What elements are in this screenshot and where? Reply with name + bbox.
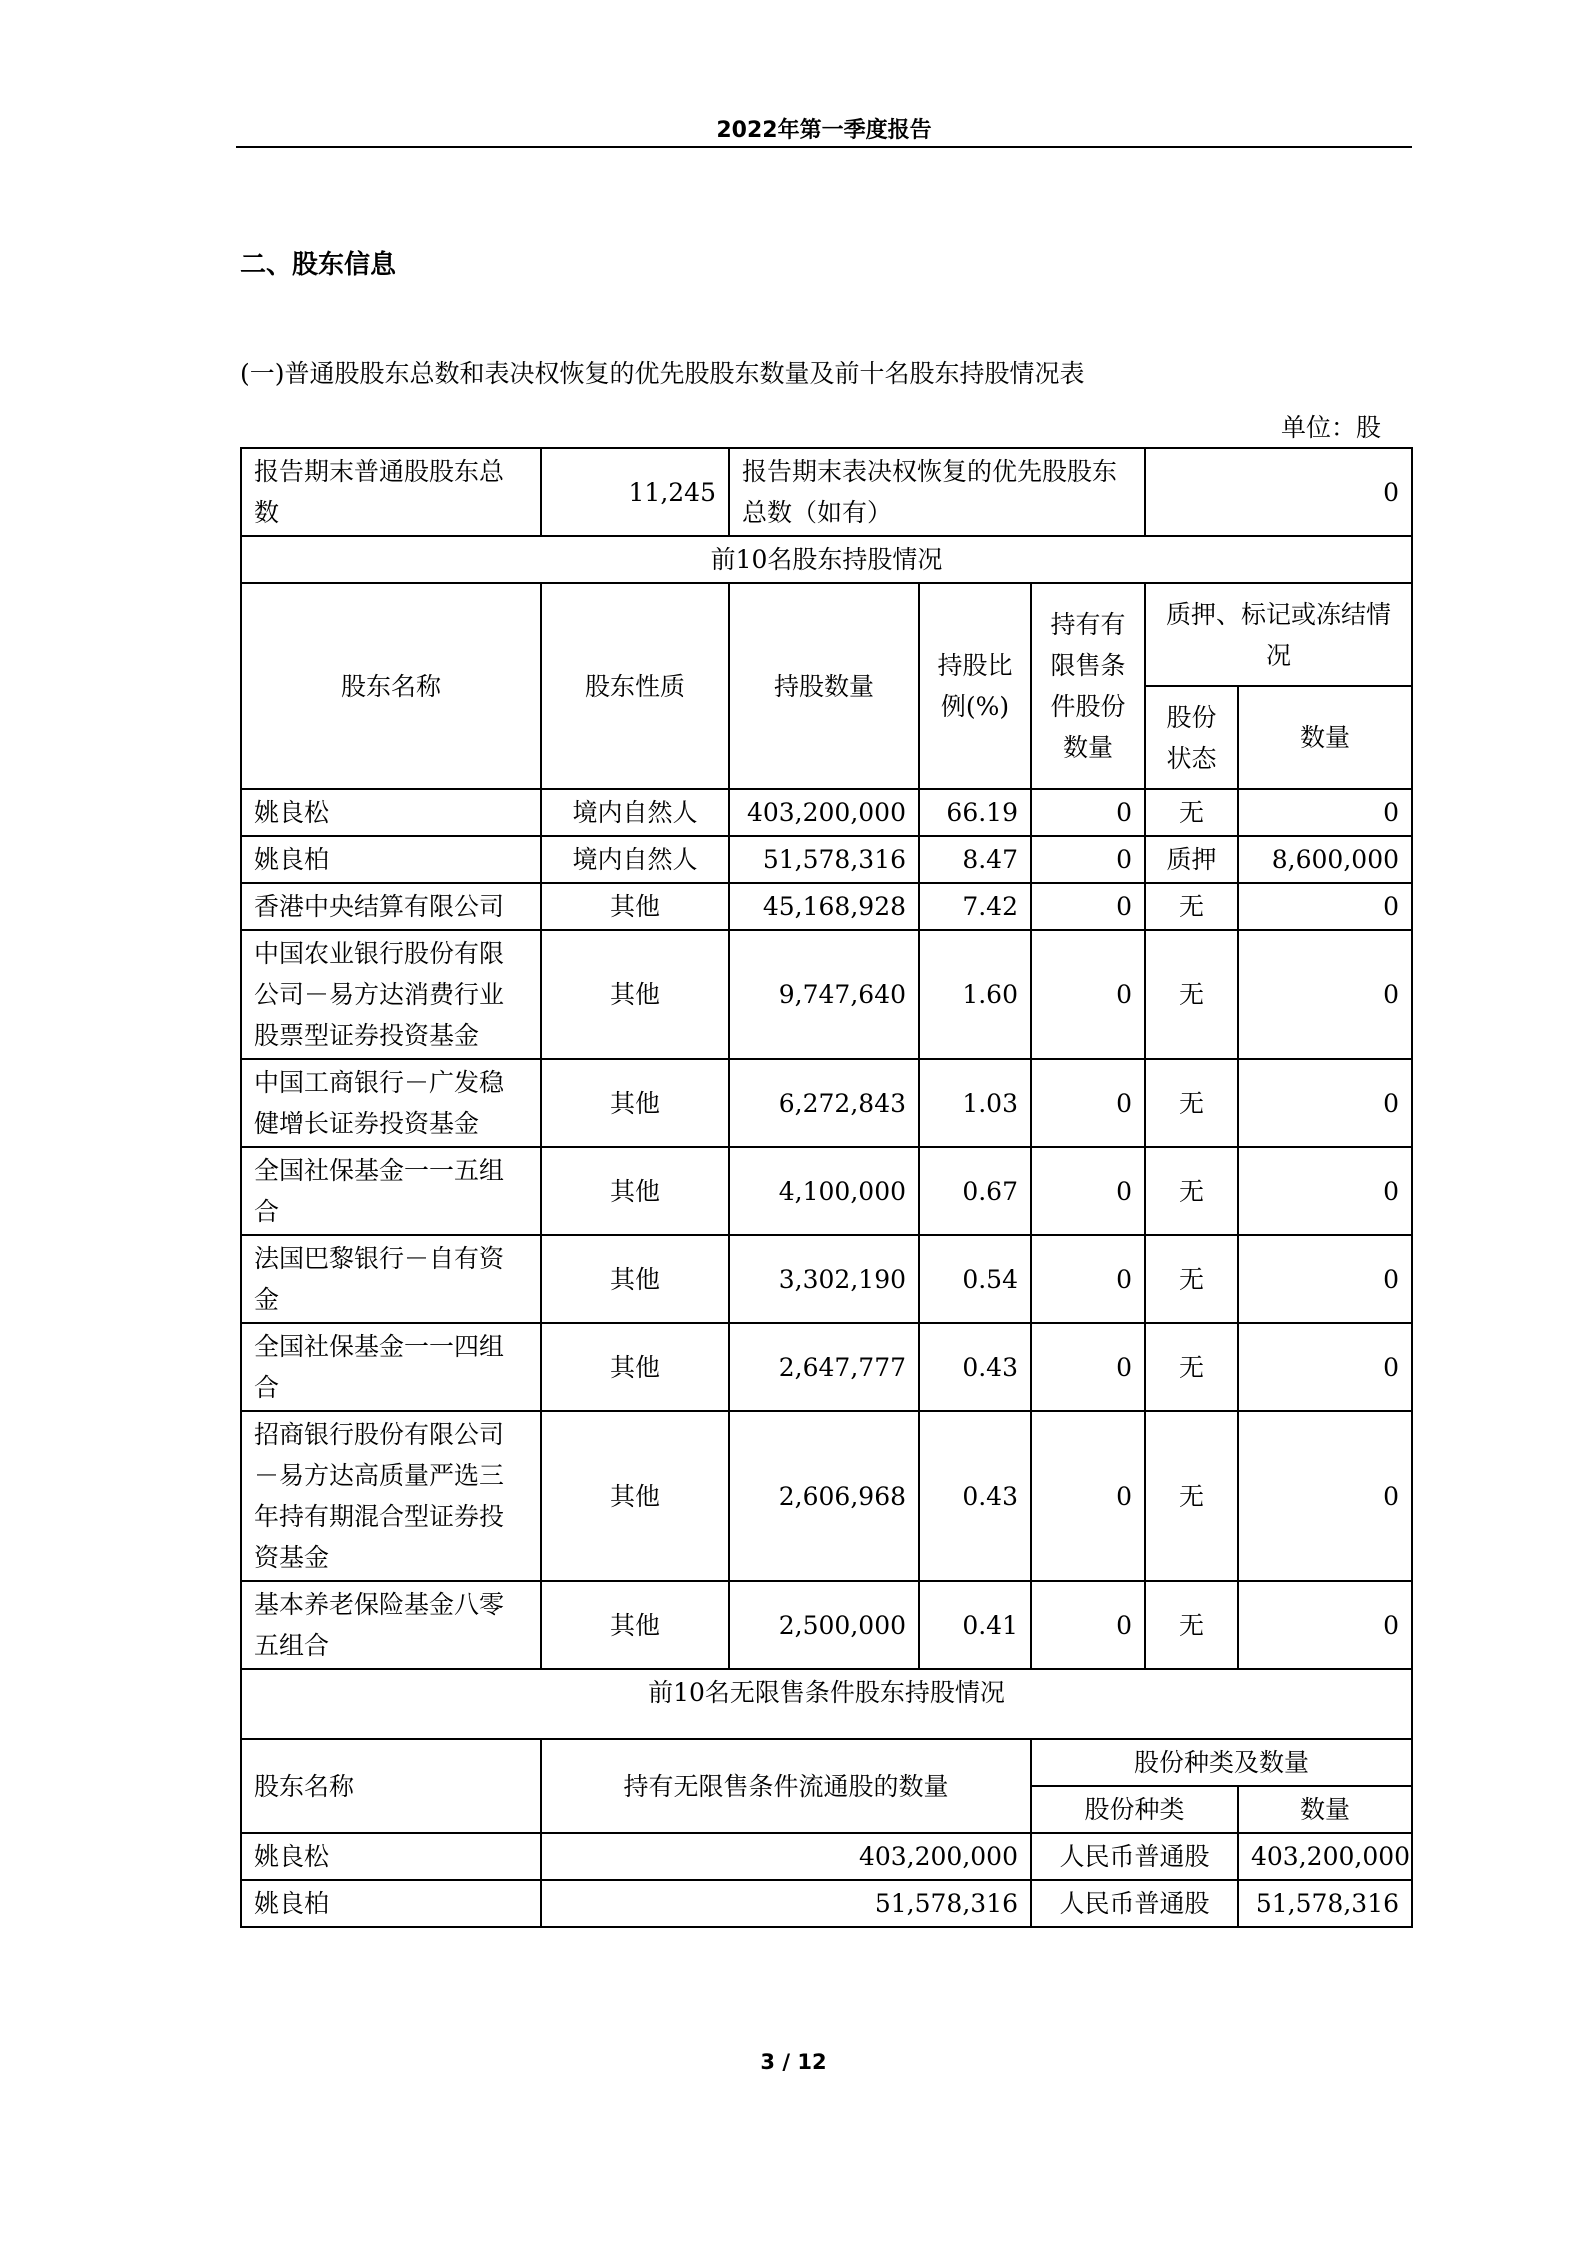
col-header-pledge-group: 质押、标记或冻结情况 xyxy=(1145,583,1412,686)
holder-nature: 其他 xyxy=(541,1059,729,1147)
holder-pledge-status: 无 xyxy=(1145,1235,1238,1323)
table-row xyxy=(241,1411,1412,1581)
holder-ratio: 66.19 xyxy=(919,789,1031,836)
table-row xyxy=(241,1059,1412,1147)
report-header-title: 2022年第一季度报告 xyxy=(716,118,932,143)
holder-shares: 403,200,000 xyxy=(729,789,919,836)
table-row xyxy=(241,1581,1412,1669)
holder-name: 法国巴黎银行－自有资金 xyxy=(241,1235,541,1323)
unr-holder-qty: 51,578,316 xyxy=(541,1880,1031,1927)
holder-pledge-status: 无 xyxy=(1145,1323,1238,1411)
holder-pledge-qty: 0 xyxy=(1238,883,1412,930)
table-row xyxy=(241,836,1412,883)
holder-shares: 4,100,000 xyxy=(729,1147,919,1235)
holder-name: 基本养老保险基金八零五组合 xyxy=(241,1581,541,1669)
holder-shares: 6,272,843 xyxy=(729,1059,919,1147)
holder-restricted: 0 xyxy=(1031,1147,1145,1235)
unr-holder-type-qty: 51,578,316 xyxy=(1238,1880,1412,1927)
holder-nature: 其他 xyxy=(541,930,729,1059)
holder-ratio: 8.47 xyxy=(919,836,1031,883)
holder-name: 中国工商银行－广发稳健增长证券投资基金 xyxy=(241,1059,541,1147)
header-divider xyxy=(236,146,1412,148)
table-row xyxy=(241,1880,1412,1927)
unrestricted-header-row-1 xyxy=(241,1739,1412,1786)
shareholder-table xyxy=(240,447,1413,1928)
holder-nature: 其他 xyxy=(541,1235,729,1323)
holder-pledge-qty: 0 xyxy=(1238,1323,1412,1411)
top10-header-row-1 xyxy=(241,583,1412,686)
holder-ratio: 0.43 xyxy=(919,1323,1031,1411)
unr-holder-type: 人民币普通股 xyxy=(1031,1833,1238,1880)
holder-pledge-status: 无 xyxy=(1145,1059,1238,1147)
holder-name: 全国社保基金一一四组合 xyxy=(241,1323,541,1411)
unr-col-header-type-qty: 数量 xyxy=(1238,1786,1412,1833)
total-holders-label: 报告期末普通股股东总数 xyxy=(241,448,541,536)
holder-ratio: 1.03 xyxy=(919,1059,1031,1147)
holder-restricted: 0 xyxy=(1031,1323,1145,1411)
unrestricted-caption-row xyxy=(241,1669,1412,1739)
holder-shares: 2,606,968 xyxy=(729,1411,919,1581)
unr-col-header-type: 股份种类 xyxy=(1031,1786,1238,1833)
col-header-nature: 股东性质 xyxy=(541,583,729,789)
holder-ratio: 0.54 xyxy=(919,1235,1031,1323)
holder-restricted: 0 xyxy=(1031,1059,1145,1147)
total-holders-value: 11,245 xyxy=(541,448,729,536)
top10-caption: 前10名股东持股情况 xyxy=(241,536,1412,583)
holder-ratio: 0.67 xyxy=(919,1147,1031,1235)
holder-pledge-qty: 0 xyxy=(1238,1059,1412,1147)
holder-pledge-qty: 0 xyxy=(1238,930,1412,1059)
unr-holder-type: 人民币普通股 xyxy=(1031,1880,1238,1927)
holder-pledge-qty: 0 xyxy=(1238,1411,1412,1581)
subsection-title: (一)普通股股东总数和表决权恢复的优先股股东数量及前十名股东持股情况表 xyxy=(240,359,1085,388)
col-header-pledge-qty: 数量 xyxy=(1238,686,1412,789)
unit-label: 单位：股 xyxy=(1280,413,1381,442)
holder-pledge-qty: 0 xyxy=(1238,1581,1412,1669)
holder-pledge-status: 无 xyxy=(1145,883,1238,930)
holder-nature: 其他 xyxy=(541,883,729,930)
holder-pledge-status: 质押 xyxy=(1145,836,1238,883)
holder-shares: 3,302,190 xyxy=(729,1235,919,1323)
unrestricted-caption: 前10名无限售条件股东持股情况 xyxy=(241,1669,1412,1739)
holder-name: 姚良松 xyxy=(241,789,541,836)
preferred-holders-value: 0 xyxy=(1145,448,1412,536)
summary-row xyxy=(241,448,1412,536)
holder-nature: 其他 xyxy=(541,1581,729,1669)
unr-col-header-type-group: 股份种类及数量 xyxy=(1031,1739,1412,1786)
unr-holder-name: 姚良柏 xyxy=(241,1880,541,1927)
holder-restricted: 0 xyxy=(1031,1235,1145,1323)
holder-ratio: 0.43 xyxy=(919,1411,1031,1581)
col-header-name: 股东名称 xyxy=(241,583,541,789)
preferred-holders-label: 报告期末表决权恢复的优先股股东总数（如有） xyxy=(729,448,1145,536)
col-header-pledge-status: 股份状态 xyxy=(1145,686,1238,789)
holder-pledge-status: 无 xyxy=(1145,1147,1238,1235)
col-header-restricted: 持有有限售条件股份数量 xyxy=(1031,583,1145,789)
holder-restricted: 0 xyxy=(1031,1411,1145,1581)
holder-pledge-status: 无 xyxy=(1145,930,1238,1059)
table-row xyxy=(241,1147,1412,1235)
table-row xyxy=(241,883,1412,930)
table-row xyxy=(241,1323,1412,1411)
holder-pledge-status: 无 xyxy=(1145,1581,1238,1669)
holder-nature: 境内自然人 xyxy=(541,836,729,883)
top10-caption-row xyxy=(241,536,1412,583)
holder-ratio: 0.41 xyxy=(919,1581,1031,1669)
holder-nature: 其他 xyxy=(541,1411,729,1581)
holder-name: 姚良柏 xyxy=(241,836,541,883)
unr-holder-type-qty: 403,200,000 xyxy=(1238,1833,1412,1880)
holder-pledge-qty: 0 xyxy=(1238,1235,1412,1323)
table-row xyxy=(241,1833,1412,1880)
holder-name: 中国农业银行股份有限公司－易方达消费行业股票型证券投资基金 xyxy=(241,930,541,1059)
holder-pledge-qty: 8,600,000 xyxy=(1238,836,1412,883)
holder-pledge-status: 无 xyxy=(1145,1411,1238,1581)
holder-pledge-qty: 0 xyxy=(1238,789,1412,836)
holder-ratio: 7.42 xyxy=(919,883,1031,930)
holder-nature: 境内自然人 xyxy=(541,789,729,836)
holder-name: 香港中央结算有限公司 xyxy=(241,883,541,930)
holder-nature: 其他 xyxy=(541,1147,729,1235)
table-row xyxy=(241,1235,1412,1323)
unr-col-header-name: 股东名称 xyxy=(241,1739,541,1833)
holder-shares: 2,647,777 xyxy=(729,1323,919,1411)
unr-col-header-qty: 持有无限售条件流通股的数量 xyxy=(541,1739,1031,1833)
holder-ratio: 1.60 xyxy=(919,930,1031,1059)
holder-shares: 45,168,928 xyxy=(729,883,919,930)
table-row xyxy=(241,930,1412,1059)
holder-name: 招商银行股份有限公司－易方达高质量严选三年持有期混合型证券投资基金 xyxy=(241,1411,541,1581)
holder-restricted: 0 xyxy=(1031,930,1145,1059)
holder-restricted: 0 xyxy=(1031,1581,1145,1669)
holder-nature: 其他 xyxy=(541,1323,729,1411)
unr-holder-name: 姚良松 xyxy=(241,1833,541,1880)
holder-restricted: 0 xyxy=(1031,836,1145,883)
holder-restricted: 0 xyxy=(1031,789,1145,836)
holder-pledge-qty: 0 xyxy=(1238,1147,1412,1235)
holder-shares: 2,500,000 xyxy=(729,1581,919,1669)
holder-shares: 9,747,640 xyxy=(729,930,919,1059)
holder-pledge-status: 无 xyxy=(1145,789,1238,836)
holder-restricted: 0 xyxy=(1031,883,1145,930)
unr-holder-qty: 403,200,000 xyxy=(541,1833,1031,1880)
page-number: 3 / 12 xyxy=(760,2050,827,2074)
section-title: 二、股东信息 xyxy=(240,250,397,280)
col-header-shares: 持股数量 xyxy=(729,583,919,789)
table-row xyxy=(241,789,1412,836)
holder-name: 全国社保基金一一五组合 xyxy=(241,1147,541,1235)
col-header-ratio: 持股比例(%) xyxy=(919,583,1031,789)
holder-shares: 51,578,316 xyxy=(729,836,919,883)
